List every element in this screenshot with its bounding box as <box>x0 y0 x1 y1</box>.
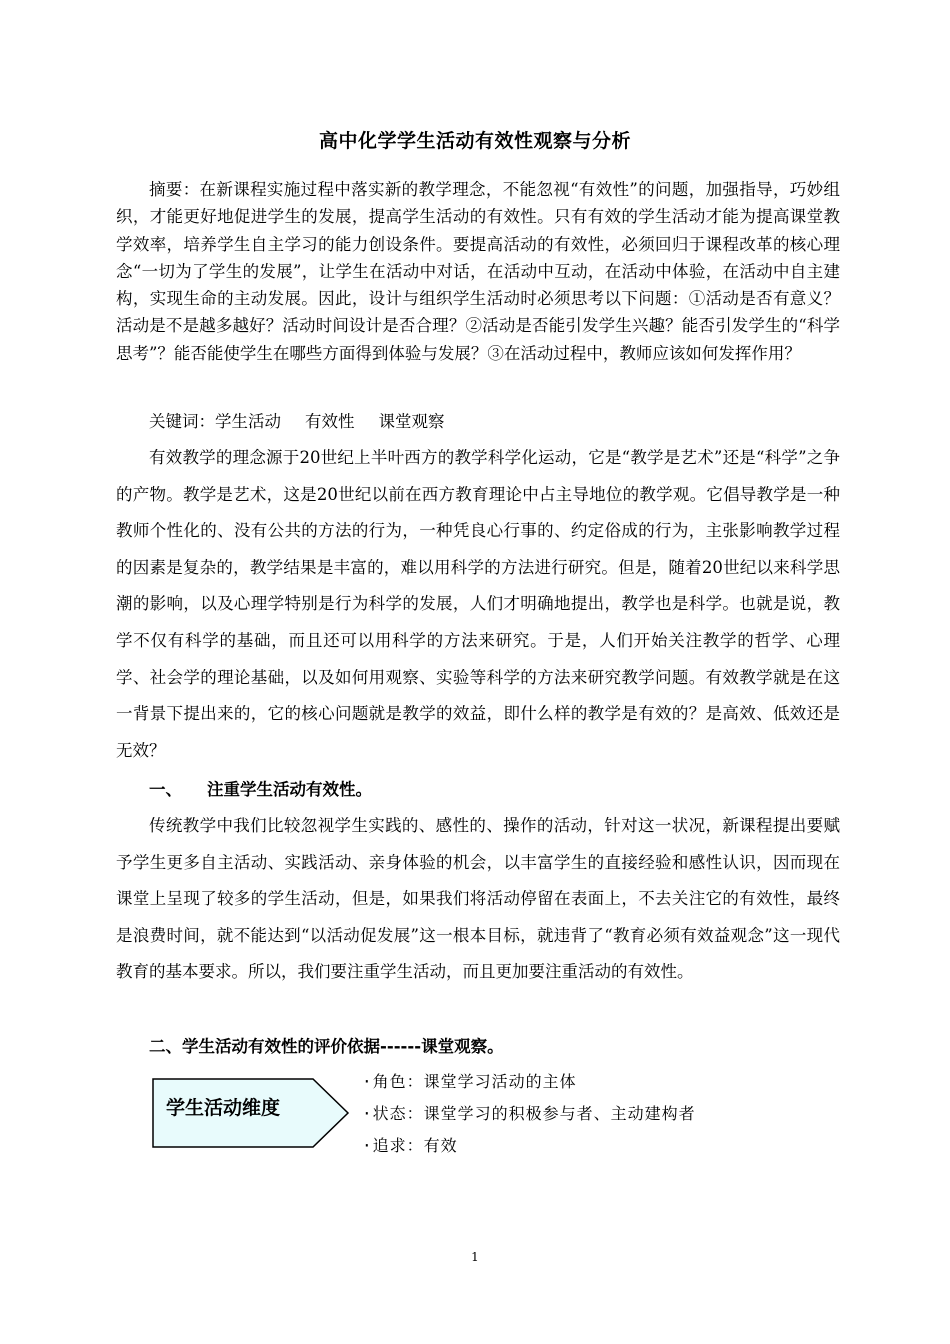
section-1-paragraph: 传统教学中我们比较忽视学生实践的、感性的、操作的活动，针对这一状况，新课程提出要赋予学生更多自主活动、实践活动、亲身体验的机会，以丰富学生的直接经验和感性认识，因而现在课堂上呈现了较多的学生活动，但是，如果我们将活动停留在表面上，不去关注它的有效性，最终是浪费时间，就不能达到“以活动促发展”这一根本目标，就违背了“教育必须有效益观念”这一现代教育的基本要求。所以，我们要注重学生活动，而且更加要注重活动的有效性。 <box>116 816 840 982</box>
keywords-line <box>116 408 840 435</box>
bullet-goal: ·追求：有效 <box>362 1136 458 1155</box>
bullet-state: ·状态：课堂学习的积极参与者、主动建构者 <box>362 1104 696 1123</box>
keyword-item: 课堂观察 <box>378 412 445 431</box>
diagram-label: 学生活动维度 <box>166 1097 281 1119</box>
keywords-label: 关键词： <box>149 412 215 431</box>
abstract-paragraph: 摘要：在新课程实施过程中落实新的教学理念，不能忽视“有效性”的问题，加强指导，巧妙组织，才能更好地促进学生的发展，提高学生活动的有效性。只有有效的学生活动才能为提高课堂教学效率，培养学生自主学习的能力创设条件。要提高活动的有效性，必须回归于课程改革的核心理念“一切为了学生的发展”，让学生在活动中对话，在活动中互动，在活动中体验，在活动中自主建构，实现生命的主动发展。因此，设计与组织学生活动时必须思考以下问题：①活动是否有意义？活动是不是越多越好？活动时间设计是否合理？②活动是否能引发学生兴趣？能否引发学生的“科学思考”？能否能使学生在哪些方面得到体验与发展？③在活动过程中，教师应该如何发挥作用？ <box>116 180 840 363</box>
intro-paragraph: 有效教学的理念源于20世纪上半叶西方的教学科学化运动，它是“教学是艺术”还是“科学”之争的产物。教学是艺术，这是20世纪以前在西方教育理论中占主导地位的教学观。它倡导教学是一种教师个性化的、没有公共的方法的行为，一种凭良心行事的、约定俗成的行为，主张影响教学过程的因素是复杂的，教学结果是丰富的，难以用科学的方法进行研究。但是，随着20世纪以来科学思潮的影响，以及心理学特别是行为科学的发展，人们才明确地提出，教学也是科学。也就是说，教学不仅有科学的基础，而且还可以用科学的方法来研究。于是，人们开始关注教学的哲学、心理学、社会学的理论基础，以及如何用观察、实验等科学的方法来研究教学问题。有效教学就是在这一背景下提出来的，它的核心问题就是教学的效益，即什么样的教学是有效的？是高效、低效还是无效？ <box>116 448 840 760</box>
bullet-role: ·角色：课堂学习活动的主体 <box>362 1072 577 1091</box>
page-title: 高中化学学生活动有效性观察与分析 <box>318 130 631 152</box>
keyword-item: 有效性 <box>305 412 355 431</box>
page-number: 1 <box>471 1250 479 1264</box>
diagram-bullet-list <box>362 1066 696 1162</box>
section-2-heading: 二、学生活动有效性的评价依据------课堂观察。 <box>149 1037 504 1056</box>
section-1-number: 一、 <box>149 780 182 799</box>
activity-dimension-diagram <box>152 1078 350 1148</box>
keyword-item: 学生活动 <box>215 412 281 431</box>
section-1-title: 注重学生活动有效性。 <box>207 780 372 799</box>
section-1-heading <box>149 776 372 800</box>
